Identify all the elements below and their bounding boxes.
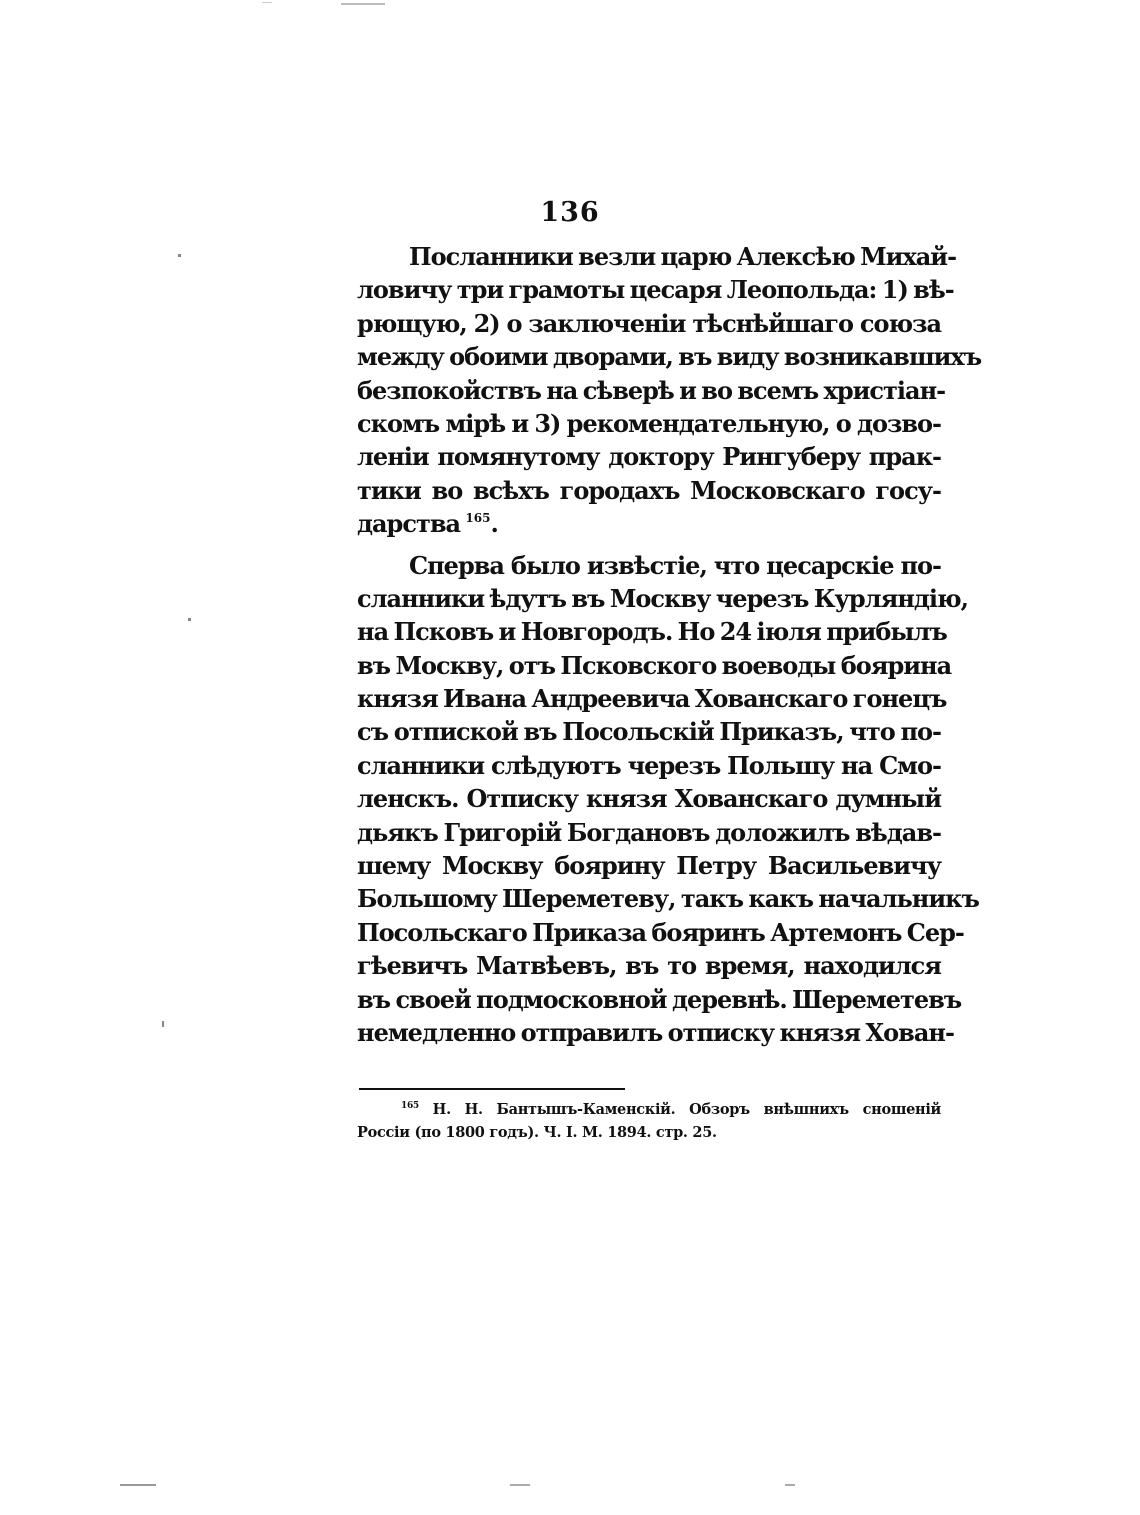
text-line: на Псковъ и Новгородъ. Но 24 іюля прибылъ (357, 617, 947, 647)
scan-speck (785, 1484, 795, 1486)
main-text (357, 240, 982, 1049)
footnote (357, 1098, 941, 1144)
text-line: Посланники везли царю Алексѣю Михай- (409, 242, 957, 271)
scan-speck (162, 1021, 164, 1027)
scan-speck (120, 1484, 156, 1486)
footnote-text: Н. Н. Бантышъ-Каменскій. Обзоръ внѣшнихъ сношеній (432, 1101, 942, 1118)
text-line: скомъ мірѣ и 3) рекомендательную, о дозво- (357, 408, 941, 438)
text-line: въ Москву, отъ Псковского воеводы боярина (357, 650, 952, 680)
text-line: дьякъ Григорій Богдановъ доложилъ вѣдав- (357, 817, 941, 847)
text-line: безпокойствъ на сѣверѣ и во всемъ христіан- (357, 375, 946, 405)
text-line: Большому Шереметеву, такъ какъ начальникъ (357, 884, 979, 914)
text-line: гѣевичъ Матвѣевъ, въ то время, находился (357, 951, 941, 981)
scan-speck (188, 618, 191, 621)
text-line: между обоими дворами, въ виду возникавшихъ (357, 342, 982, 372)
text-line: рющую, 2) о заключеніи тѣснѣйшаго союза (357, 308, 941, 338)
scan-speck (341, 3, 385, 5)
page-number: 136 (540, 197, 600, 228)
text-line: ленскъ. Отписку князя Хованскаго думный (357, 784, 941, 814)
text-line: съ отпиской въ Посольскій Приказъ, что по- (357, 717, 941, 747)
text-line: Сперва было извѣстіе, что цесарскіе по- (409, 550, 941, 580)
text-line: Посольскаго Приказа бояринъ Артемонъ Сер- (357, 917, 964, 947)
text-line: сланники слѣдуютъ черезъ Польшу на Смо- (357, 750, 941, 780)
text-line: тики во всѣхъ городахъ Московскаго госу- (357, 475, 941, 505)
footnote-reference[interactable]: 165 (465, 511, 491, 526)
scan-speck (178, 254, 181, 257)
footnote-divider (359, 1088, 625, 1090)
paragraph-1 (357, 240, 982, 541)
text-fragment: дарства (357, 509, 461, 539)
text-line: леніи помянутому доктору Рингуберу прак- (357, 442, 941, 472)
scan-speck (262, 2, 272, 3)
text-line-last (357, 507, 941, 540)
text-line: шему Москву боярину Петру Васильевичу (357, 851, 941, 881)
text-line: немедленно отправилъ отписку князя Хован- (357, 1017, 954, 1047)
footnote-line (357, 1098, 941, 1121)
text-fragment: . (490, 509, 498, 539)
footnote-line: Россіи (по 1800 годъ). Ч. I. М. 1894. стр. 25. (357, 1124, 717, 1141)
text-line: ловичу три грамоты цесаря Леопольда: 1) вѣ- (357, 275, 954, 305)
text-line: князя Ивана Андреевича Хованскаго гонецъ (357, 684, 947, 714)
footnote-mark: 165 (401, 1101, 419, 1111)
text-line: въ своей подмосковной деревнѣ. Шереметевъ (357, 984, 962, 1014)
paragraph-2 (357, 549, 979, 1050)
scan-speck (510, 1484, 530, 1486)
text-line: сланники ѣдутъ въ Москву черезъ Курляндію, (357, 583, 968, 613)
paragraph-gap (357, 541, 941, 549)
